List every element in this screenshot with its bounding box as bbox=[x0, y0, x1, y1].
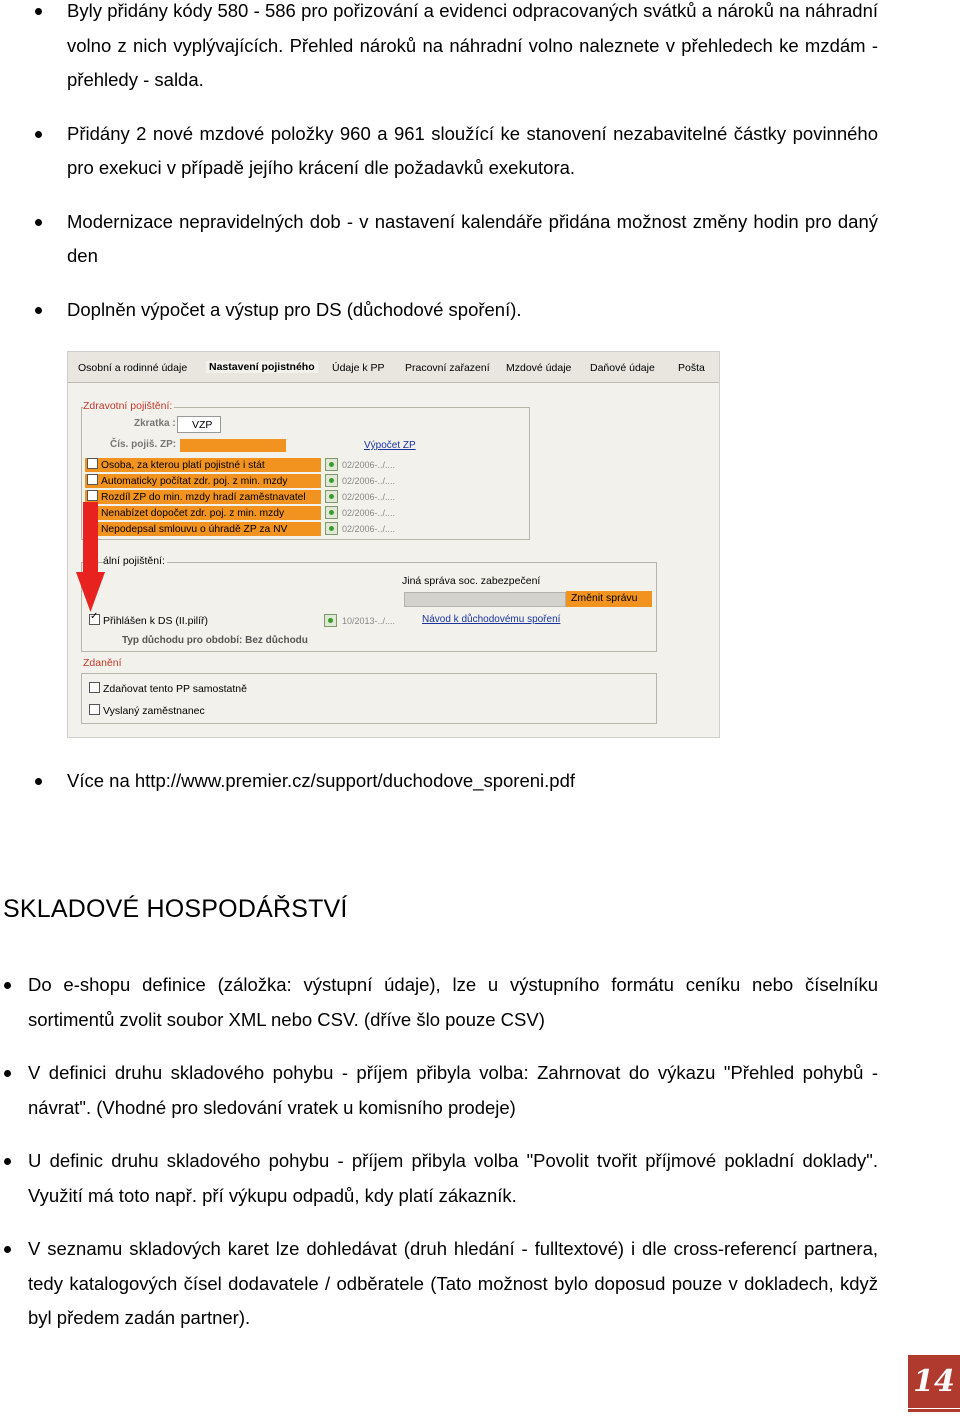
health-option-row[interactable]: Rozdíl ZP do min. mzdy hradí zaměstnavatel bbox=[85, 490, 321, 504]
page-number-underline bbox=[908, 1409, 960, 1412]
other-social-admin-field[interactable] bbox=[404, 592, 566, 607]
tab-tax-data[interactable]: Daňové údaje bbox=[590, 362, 655, 374]
list-item: Modernizace nepravidelných dob - v nastavení kalendáře přidána možnost změny hodin pro daný den bbox=[67, 205, 878, 274]
tax-option-row[interactable]: Zdaňovat tento PP samostatně bbox=[87, 682, 247, 695]
tax-option-row[interactable]: Vyslaný zaměstnanec bbox=[87, 704, 205, 717]
history-icon[interactable] bbox=[325, 522, 338, 535]
list-item: V definici druhu skladového pohybu - příjem přibyla volba: Zahrnovat do výkazu "Přehled pohybů - návrat". (Vhodné pro sledování vratek u komisního prodeje) bbox=[28, 1056, 878, 1125]
history-icon[interactable] bbox=[325, 506, 338, 519]
change-admin-button[interactable]: Změnit správu bbox=[566, 591, 652, 607]
section-heading: SKLADOVÉ HOSPODÁŘSTVÍ bbox=[3, 895, 348, 923]
insurance-number-label: Čís. pojiš. ZP: bbox=[110, 439, 177, 450]
tab-wage-data[interactable]: Mzdové údaje bbox=[506, 362, 572, 374]
bullet-list-bottom bbox=[28, 968, 878, 1355]
list-item: Do e-shopu definice (záložka: výstupní údaje), lze u výstupního formátu ceníku nebo číselníku sortimentů zvolit soubor XML nebo CSV. (dříve šlo pouze CSV) bbox=[28, 968, 878, 1037]
validity-date: 02/2006-../.... bbox=[342, 508, 396, 518]
insurance-number-field[interactable] bbox=[180, 439, 286, 452]
bullet-list-top bbox=[67, 0, 878, 346]
list-item: U definic druhu skladového pohybu - příjem přibyla volba "Povolit tvořit příjmové pokladní doklady". Využití má toto např. pří výkupu odpadů, kdy platí zákazník. bbox=[28, 1144, 878, 1213]
list-item: Doplněn výpočet a výstup pro DS (důchodové spoření). bbox=[67, 293, 878, 328]
tax-title: Zdanění bbox=[83, 657, 122, 669]
ds-validity-date: 10/2013-../.... bbox=[342, 616, 396, 626]
validity-date: 02/2006-../.... bbox=[342, 460, 396, 470]
history-icon[interactable] bbox=[325, 458, 338, 471]
tab-job-position[interactable]: Pracovní zařazení bbox=[405, 362, 490, 374]
tab-bar bbox=[68, 352, 720, 383]
health-option-row[interactable]: Nenabízet dopočet zdr. poj. z min. mzdy bbox=[85, 506, 321, 520]
history-icon[interactable] bbox=[325, 474, 338, 487]
red-arrow-icon bbox=[76, 502, 106, 617]
validity-date: 02/2006-../.... bbox=[342, 524, 396, 534]
zkratka-label: Zkratka : bbox=[134, 418, 176, 429]
tab-mail[interactable]: Pošta bbox=[678, 362, 705, 374]
health-option-row[interactable]: Osoba, za kterou platí pojistné i stát bbox=[85, 458, 321, 472]
validity-date: 02/2006-../.... bbox=[342, 476, 396, 486]
health-option-row[interactable]: Nepodepsal smlouvu o úhradě ZP za NV bbox=[85, 522, 321, 536]
list-item: Přidány 2 nové mzdové položky 960 a 961 sloužící ke stanovení nezabavitelné částky povinného pro exekuci v případě jejího krácení dle požadavků exekutora. bbox=[67, 117, 878, 186]
ds-guide-link[interactable]: Návod k důchodovému spoření bbox=[422, 614, 561, 625]
list-item: Byly přidány kódy 580 - 586 pro pořizování a evidenci odpracovaných svátků a nároků na náhradní volno z nich vyplývajících. Přehled nároků na náhradní volno naleznete v přehledech ke mzdám - přehledy - salda. bbox=[67, 0, 878, 98]
zkratka-field[interactable]: VZP bbox=[177, 416, 221, 433]
checkbox[interactable] bbox=[87, 474, 98, 485]
history-icon[interactable] bbox=[324, 614, 337, 627]
checkbox[interactable] bbox=[89, 682, 100, 693]
payroll-settings-screenshot bbox=[67, 351, 720, 738]
checkbox[interactable] bbox=[87, 490, 98, 501]
history-icon[interactable] bbox=[325, 490, 338, 503]
list-item: V seznamu skladových karet lze dohledávat (druh hledání - fulltextové) i dle cross-referencí partnera, tedy katalogových čísel dodavatele / odběratele (Tato možnost bylo doposud pouze v dokladech, když byl předem zadán partner). bbox=[28, 1232, 878, 1336]
checkbox[interactable] bbox=[89, 704, 100, 715]
bullet-list-link bbox=[67, 764, 878, 799]
vypocet-zp-link[interactable]: Výpočet ZP bbox=[364, 440, 416, 451]
list-item: Více na http://www.premier.cz/support/duchodove_sporeni.pdf bbox=[67, 764, 878, 799]
health-insurance-title: Zdravotní pojištění: bbox=[83, 400, 173, 412]
tab-insurance-settings[interactable]: Nastavení pojistného bbox=[206, 361, 318, 373]
tab-pp-data[interactable]: Údaje k PP bbox=[332, 362, 385, 374]
checkbox[interactable] bbox=[87, 458, 98, 469]
tab-personal[interactable]: Osobní a rodinné údaje bbox=[78, 362, 188, 374]
pension-type-label: Typ důchodu pro období: Bez důchodu bbox=[122, 635, 308, 646]
social-insurance-title: ální pojištění: bbox=[103, 555, 165, 567]
other-social-admin-label: Jiná správa soc. zabezpečení bbox=[402, 575, 541, 587]
health-option-row[interactable]: Automaticky počítat zdr. poj. z min. mzdy bbox=[85, 474, 321, 488]
validity-date: 02/2006-../.... bbox=[342, 492, 396, 502]
ds-checkbox-row[interactable]: ✓Přihlášen k DS (II.pilíř) bbox=[87, 614, 208, 627]
page-number: 14 bbox=[908, 1355, 960, 1408]
